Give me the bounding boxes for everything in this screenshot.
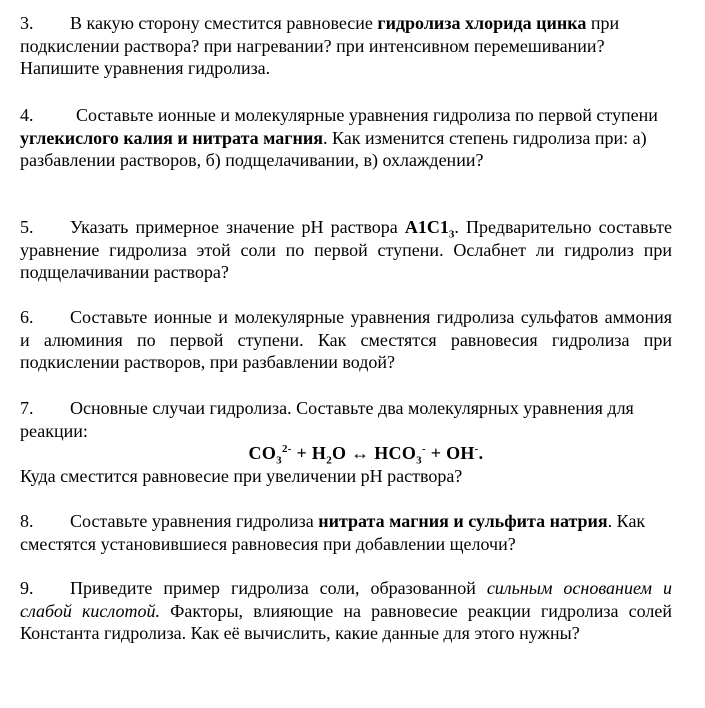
question-number: 4. (20, 105, 34, 125)
question-text-cont: при подкислении раствора? при нагревании? при интенсивном перемешивании? Напишите уравнения гидролиза. (20, 13, 620, 78)
question-number: 5. (20, 217, 34, 237)
question-text-cont: Куда сместится равновесие при увеличении pH раствора? (20, 465, 463, 486)
question-number: 8. (20, 511, 34, 531)
question-text-cont: . Как сместятся установившиеся равновесия при добавлении щелочи? (20, 511, 646, 554)
question-text-cont: . Как изменится степень гидролиза при: а) разбавлении растворов, б) подщелачивании, в) охлаждении? (20, 127, 647, 170)
question-text: Указать примерное значение pH раствора (70, 217, 405, 237)
question-text: Составьте уравнения гидролиза (70, 511, 319, 531)
question-8 (20, 510, 672, 555)
question-text-cont: . Предварительно составьте уравнение гидролиза этой соли по первой ступени. Ослабнет ли гидролиз при подщелачивании раствора? (20, 217, 673, 282)
question-text: Составьте ионные и молекулярные уравнения гидролиза по первой ступени (76, 105, 658, 125)
question-text: Основные случаи гидролиза. Составьте два молекулярных уравнения для реакции: (20, 398, 634, 441)
question-emphasis: углекислого калия и нитрата магния (20, 127, 323, 148)
question-text: В какую сторону сместится равновесие (70, 13, 378, 33)
question-7 (20, 397, 672, 487)
question-4 (20, 104, 672, 172)
question-emphasis: нитрата магния и сульфита натрия (318, 511, 608, 531)
question-text: Составьте ионные и молекулярные уравнения гидролиза сульфатов аммония и алюминия по первой ступени. Как сместятся равновесия гидролиза при подкислении растворов, при разбавлении водой? (20, 307, 672, 372)
question-3 (20, 12, 672, 80)
question-number: 9. (20, 578, 34, 598)
question-6 (20, 306, 672, 374)
question-number: 7. (20, 398, 34, 418)
question-9 (20, 577, 672, 645)
question-italic: сильным основанием и слабой кислотой. (20, 578, 672, 621)
question-emphasis: гидролиза хлорида цинка (377, 13, 587, 33)
question-number: 6. (20, 307, 34, 327)
question-5 (20, 216, 672, 284)
formula-alcl3: $A1C1_3$ (404, 217, 455, 241)
reaction-equation: $CO_3^{2-} + H_2O$ ↔ $HCO_3^- + OH^-$. (248, 443, 484, 467)
question-text: Приведите пример гидролиза соли, образованной (70, 578, 487, 598)
question-number: 3. (20, 13, 34, 33)
question-text-cont: Факторы, влияющие на равновесие реакции гидролиза солей Константа гидролиза. Как её вычислить, какие данные для этого нужны? (20, 600, 672, 643)
